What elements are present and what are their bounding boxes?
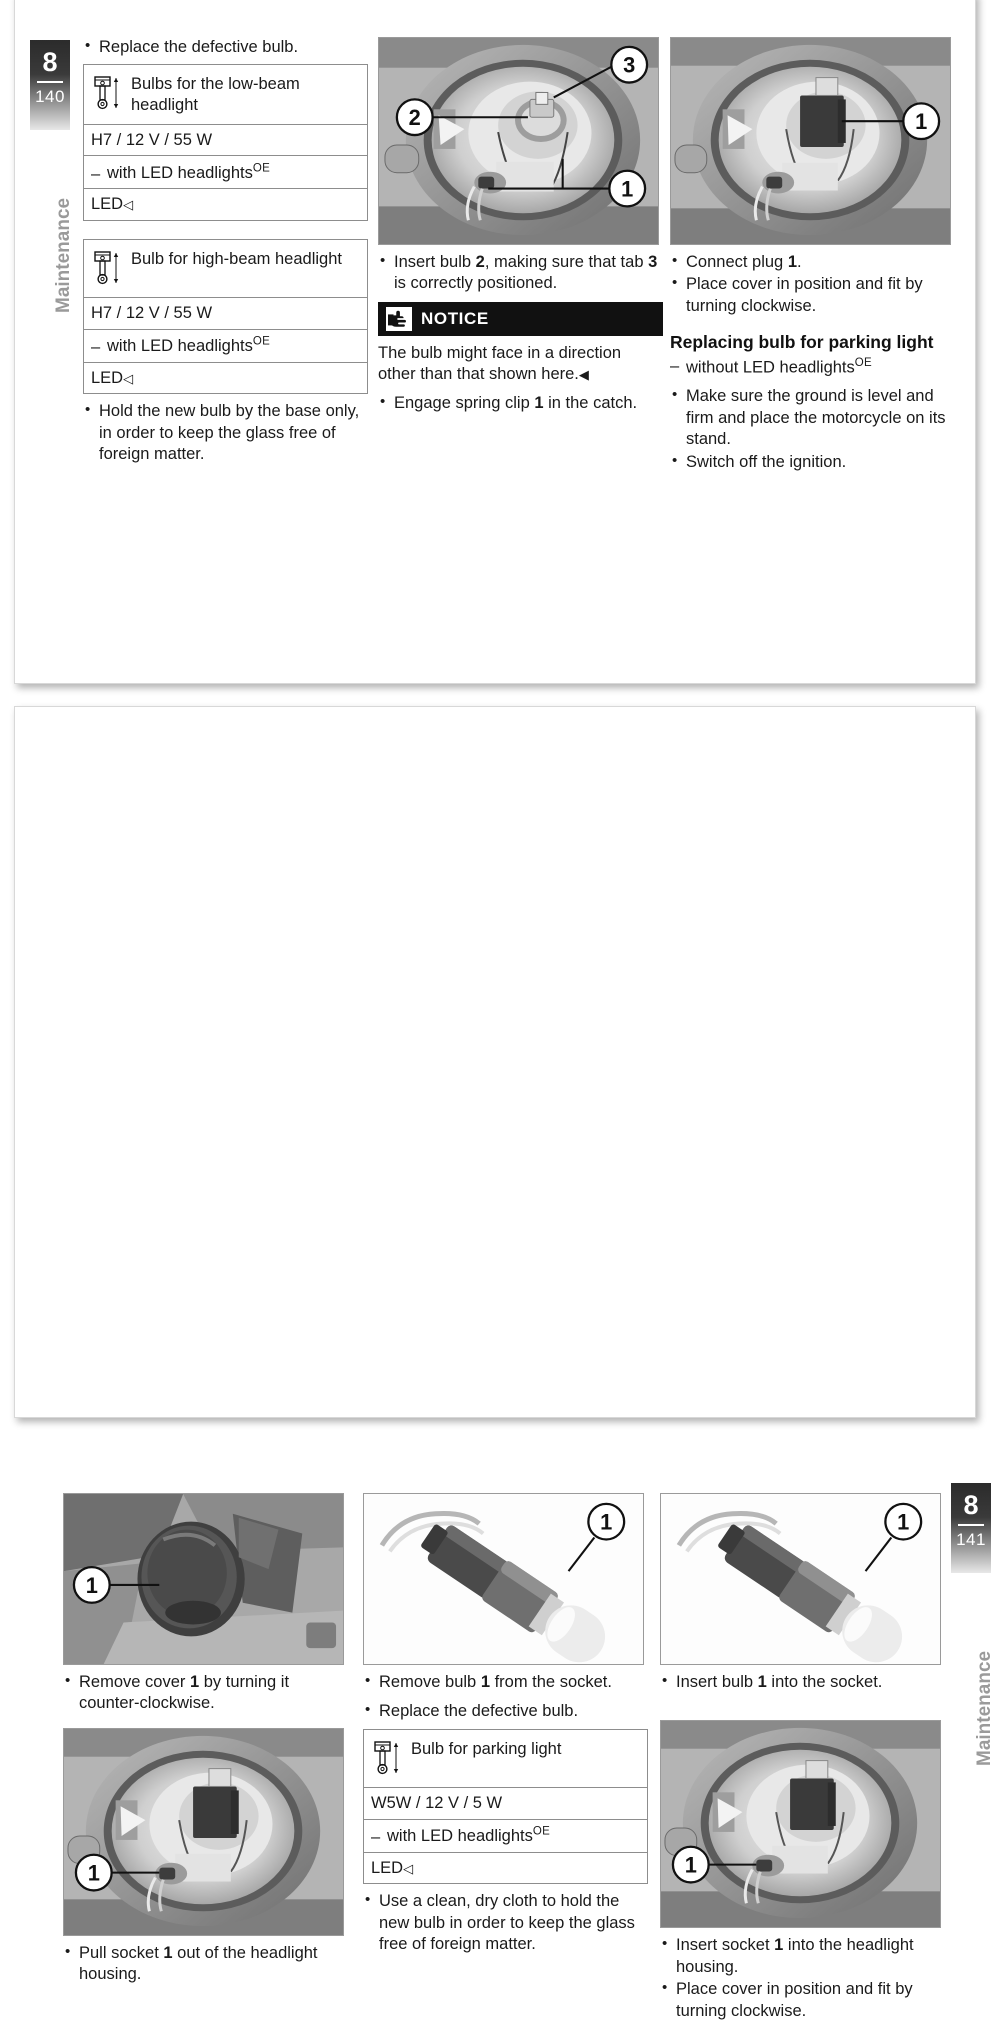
notice-body	[378, 343, 663, 386]
list-item	[660, 1672, 945, 1693]
spacer	[660, 1694, 945, 1720]
spec-header-row	[84, 240, 367, 298]
chapter-tab-bottom	[951, 1483, 991, 1573]
list-item: • Place cover in position and fit by turning clockwise.	[660, 1979, 945, 2022]
text-fragment: Insert bulb	[676, 1673, 758, 1691]
svg-text:1: 1	[915, 109, 928, 135]
spacer	[63, 1936, 348, 1943]
top-column-1	[83, 37, 368, 467]
list-item: • Place cover in position and fit by turning clockwise.	[670, 274, 955, 317]
chapter-tab-top	[30, 40, 70, 130]
list-item	[363, 1672, 648, 1693]
remove-bulb-bullet-list	[363, 1672, 648, 1693]
spec-variant-row	[364, 1820, 647, 1853]
headlight-socket-insert-photo	[660, 1720, 941, 1928]
spec-value-row: W5W / 12 V / 5 W	[364, 1788, 647, 1820]
oe-superscript: OE	[854, 357, 872, 370]
list-item	[63, 1943, 348, 1986]
spec-header-row	[364, 1730, 647, 1788]
text-fragment: Insert socket	[676, 1936, 775, 1955]
manual-page-141	[14, 706, 995, 2020]
list-item: • Use a clean, dry cloth to hold the new bulb in order to keep the glass free of foreign matter.	[363, 1891, 648, 1955]
spacer	[63, 1665, 348, 1672]
spec-table-high-beam	[83, 239, 368, 394]
spec-value-row: H7 / 12 V / 55 W	[84, 298, 367, 330]
list-item	[378, 252, 663, 295]
spacer	[363, 1694, 648, 1701]
spacer	[660, 1665, 945, 1672]
spacer	[83, 394, 368, 401]
list-item: • Hold the new bulb by the base only, in order to keep the glass free of foreign matter.	[83, 401, 368, 465]
bottom-column-1	[63, 1493, 348, 1987]
oe-superscript: OE	[532, 1825, 551, 1838]
spec-led-row	[84, 363, 367, 394]
remove-cover-bullet-list	[63, 1672, 348, 1715]
callout-ref: 1	[774, 1936, 784, 1955]
bulb-icon	[91, 74, 121, 114]
intro-bullet-list	[83, 37, 368, 58]
list-item	[63, 1672, 348, 1715]
spec-header-row	[84, 65, 367, 124]
top-column-2	[378, 37, 663, 415]
chapter-number: 8	[963, 1490, 979, 1520]
section-end-mark: ◁	[123, 197, 133, 213]
spacer	[378, 245, 663, 252]
text-fragment: , making sure that tab	[484, 253, 649, 271]
text-fragment: in the catch.	[543, 393, 638, 412]
text-fragment: Engage spring clip	[394, 393, 535, 412]
plug-bullet-list	[670, 252, 955, 317]
text-fragment: from the socket.	[490, 1673, 612, 1691]
callout-ref: 3	[648, 253, 658, 271]
spec-led-text: LED	[91, 195, 124, 214]
pull-socket-bullet-list	[63, 1943, 348, 1986]
text-fragment: .	[797, 253, 802, 271]
spec-led-text: LED	[91, 368, 124, 387]
text-fragment: is correctly positioned.	[394, 274, 558, 293]
svg-text:1: 1	[600, 1509, 613, 1535]
svg-text:3: 3	[623, 52, 636, 78]
callout-ref: 1	[534, 393, 544, 412]
spec-variant-text: with LED headlights	[387, 1827, 533, 1845]
spec-variant-row	[84, 156, 367, 189]
insert-bulb-bullet-list	[660, 1672, 945, 1693]
text-fragment: Connect plug	[686, 253, 788, 271]
section-end-mark: ◁	[123, 370, 133, 386]
spacer	[63, 1716, 348, 1728]
notice-body-text: The bulb might face in a direction other than that shown here.	[378, 343, 622, 384]
spacer	[670, 245, 955, 252]
variant-text: without LED headlights	[686, 358, 855, 377]
notice-label: NOTICE	[421, 308, 489, 328]
spacer	[83, 221, 368, 233]
manual-page-140	[14, 0, 976, 684]
headlight-plug-photo	[670, 37, 951, 245]
section-end-mark: ◁	[403, 1860, 413, 1876]
svg-text:1: 1	[684, 1852, 697, 1878]
headlight-cover-photo	[63, 1493, 344, 1665]
list-item: • Replace the defective bulb.	[83, 37, 368, 58]
svg-text:1: 1	[621, 176, 634, 202]
callout-ref: 1	[189, 1673, 200, 1691]
bulb-icon	[371, 1739, 401, 1779]
spacer	[670, 379, 955, 386]
svg-text:1: 1	[85, 1572, 98, 1598]
spring-clip-bullet-list	[378, 393, 663, 414]
spec-title: Bulb for high-beam headlight	[131, 250, 342, 269]
text-fragment: out of the headlight housing.	[79, 1943, 318, 1984]
callout-ref: 1	[163, 1943, 173, 1962]
page-number-top: 140	[35, 87, 65, 106]
closing-bullet-list	[83, 401, 368, 465]
text-fragment: by turning it counter-clockwise.	[79, 1673, 290, 1713]
spec-value-row: H7 / 12 V / 55 W	[84, 125, 367, 157]
callout-ref: 2	[475, 253, 485, 271]
list-item	[378, 393, 663, 414]
text-fragment: Pull socket	[79, 1943, 164, 1962]
section-end-mark: ◀	[578, 367, 588, 383]
bulb-icon	[91, 249, 121, 289]
spec-variant-row	[84, 330, 367, 363]
section-heading: Replacing bulb for parking light	[670, 332, 934, 353]
svg-text:1: 1	[87, 1860, 100, 1886]
notice-banner	[378, 302, 663, 336]
oe-superscript: OE	[252, 162, 271, 175]
spacer	[378, 386, 663, 393]
svg-text:2: 2	[408, 105, 421, 131]
bottom-column-3	[660, 1493, 945, 2023]
chapter-title-vertical-bottom: Maintenance	[974, 1650, 995, 1766]
spec-led-row	[84, 189, 367, 220]
headlight-bulb-seat-photo	[378, 37, 659, 245]
variant-note	[670, 356, 955, 379]
bottom-column-2	[363, 1493, 648, 1957]
list-item: • Replace the defective bulb.	[363, 1701, 648, 1722]
headlight-socket-photo	[63, 1728, 344, 1936]
text-fragment: Remove cover	[79, 1673, 190, 1691]
spec-table-low-beam	[83, 64, 368, 221]
list-item: • Switch off the ignition.	[670, 452, 955, 473]
spec-variant-text: with LED headlights	[107, 163, 253, 182]
spacer	[660, 1928, 945, 1935]
pointing-hand-icon	[386, 307, 412, 331]
page-number-bottom: 141	[956, 1530, 986, 1549]
text-fragment: Insert bulb	[394, 253, 476, 271]
list-item	[670, 252, 955, 273]
spec-led-text: LED	[371, 1858, 404, 1877]
replace-bulb-bullet-list	[363, 1701, 648, 1722]
spec-title: Bulbs for the low-beam headlight	[131, 75, 300, 115]
callout-ref: 1	[757, 1673, 767, 1691]
insert-bulb-bullet-list	[378, 252, 663, 295]
spacer	[363, 1884, 648, 1891]
text-fragment: into the headlight housing.	[676, 1936, 914, 1976]
top-column-3	[670, 37, 955, 474]
chapter-number: 8	[42, 47, 58, 77]
spec-table-parking-light	[363, 1729, 648, 1884]
oe-superscript: OE	[252, 335, 271, 348]
spec-led-row	[364, 1853, 647, 1884]
spec-variant-text: with LED headlights	[107, 337, 253, 356]
spec-title: Bulb for parking light	[411, 1739, 562, 1758]
insert-socket-bullet-list	[660, 1935, 945, 2022]
spacer	[363, 1665, 648, 1672]
callout-ref: 1	[480, 1673, 490, 1691]
list-item	[660, 1935, 945, 1978]
svg-text:1: 1	[897, 1509, 910, 1535]
preparation-bullet-list	[670, 386, 955, 473]
chapter-title-vertical-top: Maintenance	[53, 197, 74, 313]
callout-ref: 1	[787, 253, 798, 271]
parking-light-bulb-photo	[363, 1493, 644, 1665]
list-item: • Make sure the ground is level and firm and place the motorcycle on its stand.	[670, 386, 955, 450]
cloth-bullet-list	[363, 1891, 648, 1955]
text-fragment: into the socket.	[766, 1673, 883, 1691]
parking-light-bulb-insert-photo	[660, 1493, 941, 1665]
text-fragment: Remove bulb	[379, 1673, 481, 1691]
